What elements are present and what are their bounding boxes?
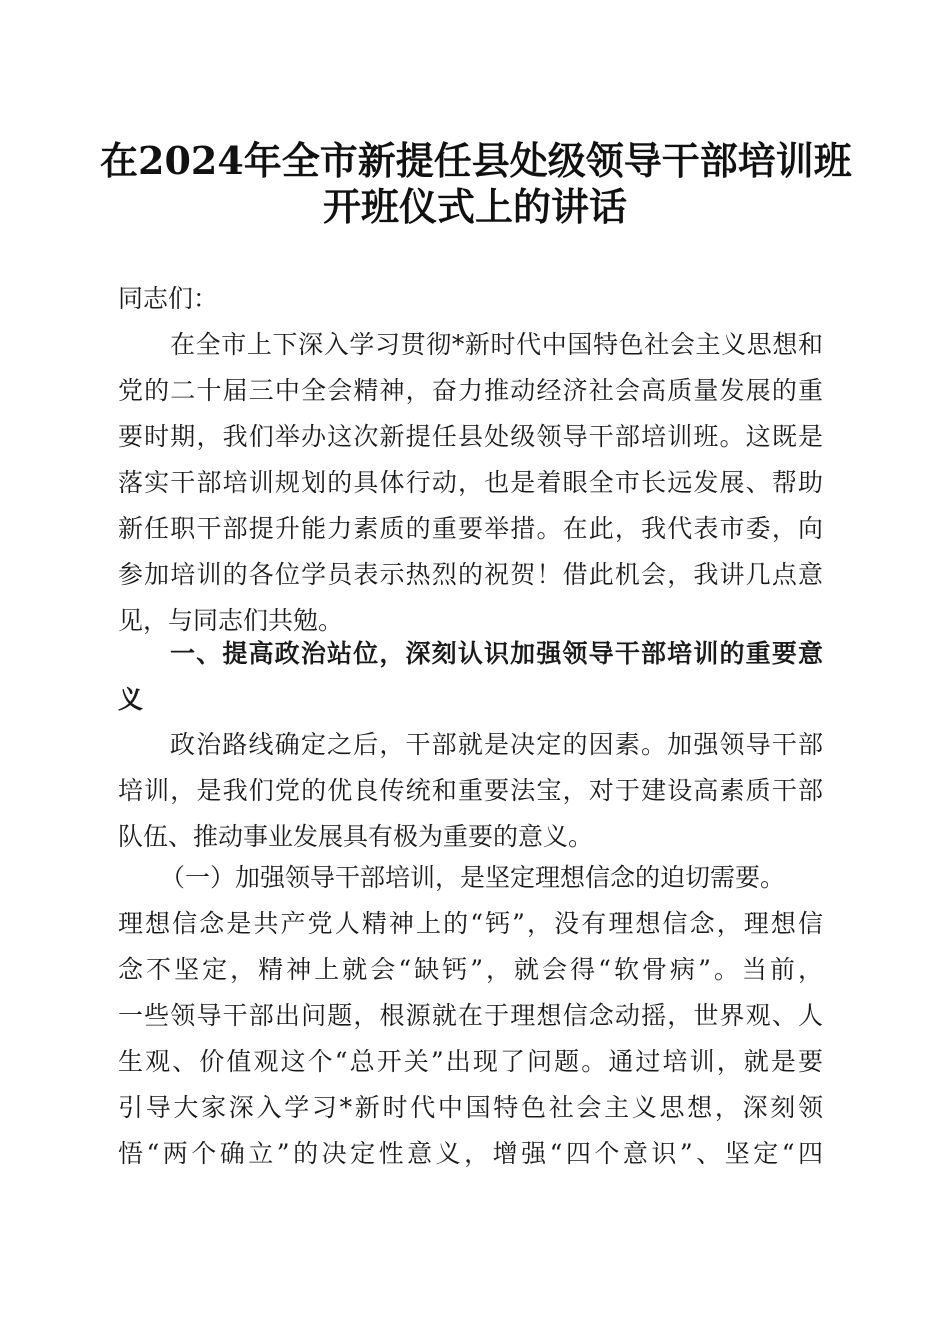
paragraph-line: 引导大家深入学习*新时代中国特色社会主义思想，深刻领 <box>118 1093 823 1122</box>
salutation: 同志们： <box>118 284 219 313</box>
paragraph-line: 在全市上下深入学习贯彻*新时代中国特色社会主义思想和 <box>170 330 823 359</box>
paragraph-line: 念不坚定，精神上就会“缺钙”，就会得“软骨病”。当前， <box>118 955 823 984</box>
document-title-line-2: 开班仪式上的讲话 <box>322 184 627 229</box>
subsection-heading-1: （一）加强领导干部培训，是坚定理想信念的迫切需要。 <box>160 863 786 892</box>
document-title-line-1: 在2024年全市新提任县处级领导干部培训班 <box>100 138 852 183</box>
paragraph-line: 生观、价值观这个“总开关”出现了问题。通过培训，就是要 <box>118 1047 823 1076</box>
paragraph-line: 要时期，我们举办这次新提任县处级领导干部培训班。这既是 <box>118 422 823 451</box>
paragraph-line: 党的二十届三中全会精神，奋力推动经济社会高质量发展的重 <box>118 376 823 405</box>
paragraph-line: 队伍、推动事业发展具有极为重要的意义。 <box>118 822 594 851</box>
paragraph-line: 见，与同志们共勉。 <box>118 606 344 635</box>
paragraph-line: 培训，是我们党的优良传统和重要法宝，对于建设高素质干部 <box>118 776 823 805</box>
paragraph-line: 新任职干部提升能力素质的重要举措。在此，我代表市委，向 <box>118 514 823 543</box>
paragraph-line: 一些领导干部出问题，根源就在于理想信念动摇，世界观、人 <box>118 1001 823 1030</box>
paragraph-line: 落实干部培训规划的具体行动，也是着眼全市长远发展、帮助 <box>118 468 823 497</box>
section-heading-1: 一、提高政治站位，深刻认识加强领导干部培训的重要意 <box>170 639 823 668</box>
paragraph-line: 参加培训的各位学员表示热烈的祝贺！借此机会，我讲几点意 <box>118 560 823 589</box>
paragraph-line: 悟“两个确立”的决定性意义，增强“四个意识”、坚定“四 <box>118 1139 823 1168</box>
section-heading-1-cont: 义 <box>118 685 144 714</box>
paragraph-line: 政治路线确定之后，干部就是决定的因素。加强领导干部 <box>170 730 823 759</box>
paragraph-line: 理想信念是共产党人精神上的“钙”，没有理想信念，理想信 <box>118 909 823 938</box>
